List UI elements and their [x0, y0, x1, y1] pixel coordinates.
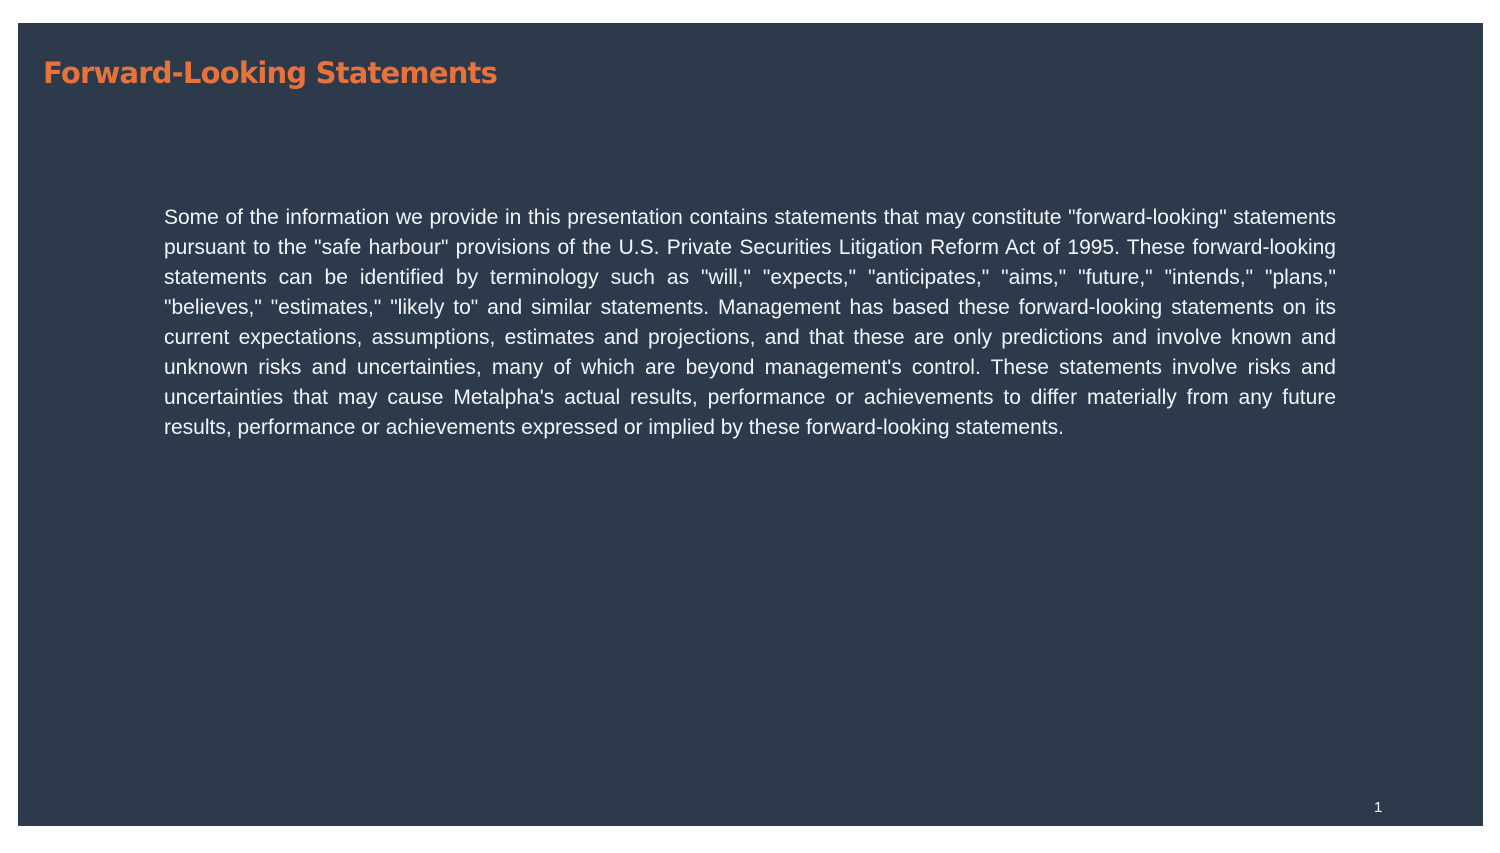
- slide-title: Forward-Looking Statements: [43, 56, 498, 90]
- slide: [18, 23, 1483, 826]
- slide-number: 1: [1374, 799, 1383, 816]
- slide-body-text: Some of the information we provide in this presentation contains statements that may constitute "forward-looking" statements pursuant to the "safe harbour" provisions of the U.S. Private Securities Litigation Reform Act of 1995. These forward-looking statements can be identified by terminology such as "will," "expects," "anticipates," "aims," "future," "intends," "plans," "believes," "estimates," "likely to" and similar statements. Management has based these forward-looking statements on its current expectations, assumptions, estimates and projections, and that these are only predictions and involve known and unknown risks and uncertainties, many of which are beyond management's control. These statements involve risks and uncertainties that may cause Metalpha's actual results, performance or achievements to differ materially from any future results, performance or achievements expressed or implied by these forward-looking statements.: [164, 206, 1336, 439]
